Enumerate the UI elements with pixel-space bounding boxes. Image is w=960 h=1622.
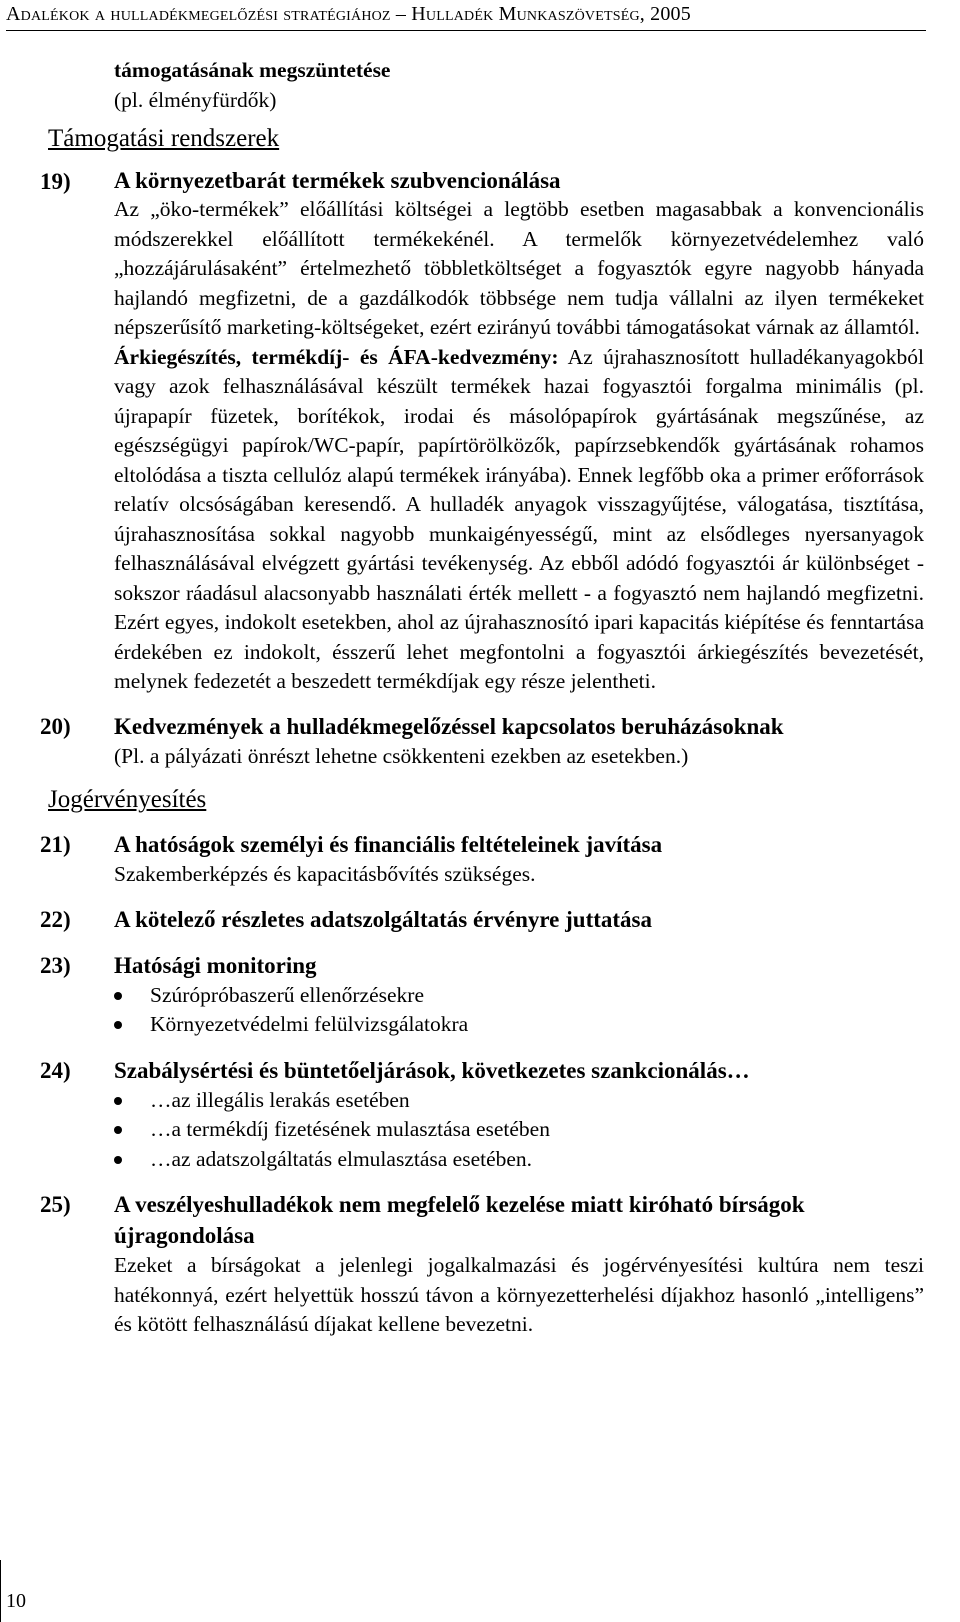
item-body: Szakemberképzés és kapacitásbővítés szükséges. xyxy=(114,862,536,886)
item-body-bold-lead: Árkiegészítés, termékdíj- és ÁFA-kedvezmény: xyxy=(114,344,559,369)
item-23 xyxy=(0,950,924,1040)
item-body: (Pl. a pályázati önrészt lehetne csökkenteni ezekben az esetekben.) xyxy=(114,743,689,768)
item-body xyxy=(114,195,924,697)
item-title: A kötelező részletes adatszolgáltatás érvényre juttatása xyxy=(114,906,653,932)
bullet-item: Szúrópróbaszerű ellenőrzésekre xyxy=(114,981,924,1011)
bullet-item: …a termékdíj fizetésének mulasztása esetében xyxy=(114,1115,924,1145)
item-20 xyxy=(0,711,924,772)
item-body: Ezeket a bírságokat a jelenlegi jogalkalmazási és jogérvényesítési kultúra nem teszi hatékonnyá, ezért helyettük hosszú távon a környezetterhelési díjakhoz hasonló „intelligens” és kötött felhasználású díjakat kellene bevezetni. xyxy=(114,1253,924,1336)
item-title: Hatósági monitoring xyxy=(114,952,317,978)
item-22 xyxy=(0,904,924,935)
footer-rule xyxy=(0,1560,1,1622)
running-header: Adalékok a hulladékmegelőzési stratégiához – Hulladék Munkaszövetség, 2005 xyxy=(6,3,691,25)
item-title: Szabálysértési és büntetőeljárások, következetes szankcionálás… xyxy=(114,1057,750,1083)
item-19 xyxy=(0,166,924,697)
item-24 xyxy=(0,1055,924,1175)
continued-item-note: (pl. élményfürdők) xyxy=(114,87,277,112)
item-number: 25) xyxy=(40,1192,71,1217)
bullet-list xyxy=(114,1086,924,1175)
item-number: 24) xyxy=(40,1057,71,1083)
item-number: 22) xyxy=(40,906,71,932)
item-21 xyxy=(0,829,924,890)
item-number: 21) xyxy=(40,832,71,857)
continued-item-title: támogatásának megszüntetése xyxy=(114,58,391,82)
item-title: A hatóságok személyi és financiális feltételeinek javítása xyxy=(114,832,663,857)
section-heading-support: Támogatási rendszerek xyxy=(48,125,280,152)
item-title: A környezetbarát termékek szubvencionálása xyxy=(114,168,561,193)
item-number: 20) xyxy=(40,713,71,739)
bullet-item: …az illegális lerakás esetében xyxy=(114,1086,924,1116)
item-number: 23) xyxy=(40,952,71,978)
item-body-intro: Az „öko-termékek” előállítási költségei a legtöbb esetben magasabbak a konvencionális módszerekkel előállított termékekénél. A termelők környezetvédelemhez való „hozzájárulásaként” értelmezhető többletköltséget a fogyasztók egyre nagyobb hányada hajlandó megfizetni, de a gazdálkodók többsége nem tudja vállalni az ilyen termékeket népszerűsítő marketing-költségeket, ezért ezirányú további támogatásokat várnak az államtól. xyxy=(114,197,924,339)
bullet-list xyxy=(114,981,924,1040)
header-rule xyxy=(6,30,926,31)
item-25 xyxy=(0,1189,924,1340)
item-title: A veszélyeshulladékok nem megfelelő kezelése miatt kiróható bírságok újragondolása xyxy=(114,1192,805,1248)
page-number: 10 xyxy=(6,1590,26,1612)
bullet-item: …az adatszolgáltatás elmulasztása esetében. xyxy=(114,1145,924,1175)
section-heading-enforcement: Jogérvényesítés xyxy=(48,786,207,813)
bullet-item: Környezetvédelmi felülvizsgálatokra xyxy=(114,1010,924,1040)
item-body-rest: Az újrahasznosított hulladékanyagokból vagy azok felhasználásával készült termékek hazai fogyasztói forgalma minimális (pl. újrapapír füzetek, borítékok, irodai és másolópapírok gyártásának megszűnése, az egészségügyi papírok/WC-papír, papírtörölközők, papírzsebkendők gyártásának rohamos eltolódása a tiszta cellulóz alapú termékek irányába). Ennek legfőbb oka a primer erőforrások relatív olcsóságában keresendő. A hulladék anyagok visszagyűjtése, válogatása, tisztítása, újrahasznosítása sokkal nagyobb munkaigényességű, mint az elsődleges nyersanyagok felhasználásával elvégzett gyártási tevékenység. Az ebből adódó fogyasztói ár különbséget - sokszor ráadásul alacsonyabb használati érték mellett - a fogyasztó nem hajlandó megfizetni. Ezért egyes, indokolt esetekben, ahol az újrahasznosító ipari kapacitás kiépítése és fenntartása érdekében ez indokolt, ésszerű lehet megfontolni a fogyasztói árkiegészítés bevezetését, melynek fedezetét a beszedett termékdíjak egy része jelentheti. xyxy=(114,344,924,693)
item-title: Kedvezmények a hulladékmegelőzéssel kapcsolatos beruházásoknak xyxy=(114,713,784,739)
page-content xyxy=(0,56,960,1340)
item-number: 19) xyxy=(40,169,71,194)
